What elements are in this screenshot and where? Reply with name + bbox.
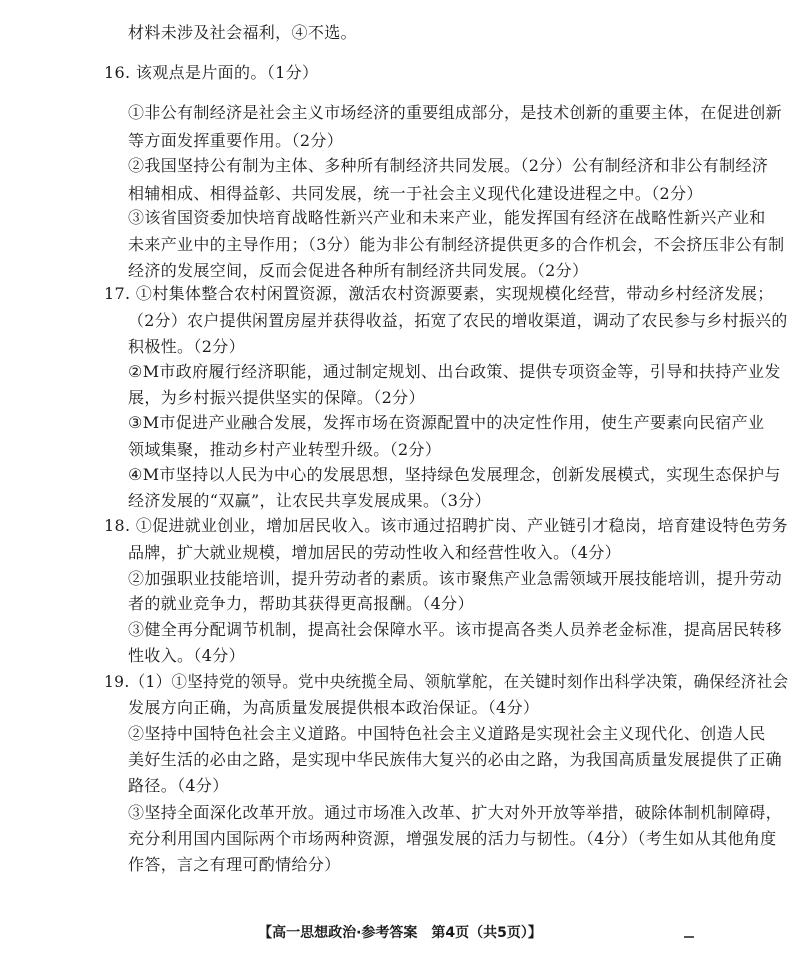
text-line: （2分）农户提供闲置房屋并获得收益，拓宽了农民的增收渠道，调动了农民参与乡村振兴的 — [128, 311, 788, 330]
text-line: 积极性。（2分） — [128, 337, 245, 356]
question-19-heading: 19.（1）①坚持党的领导。党中央统揽全局、领航掌舵，在关键时刻作出科学决策，确保经济社会 — [104, 672, 789, 691]
question-16-heading: 16. 该观点是片面的。（1分） — [104, 63, 319, 82]
scan-mark — [684, 936, 694, 938]
text-line: 品牌，扩大就业规模，增加居民的劳动性收入和经营性收入。（4分） — [128, 543, 622, 562]
text-line: 相辅相成、相得益彰、共同发展，统一于社会主义现代化建设进程之中。（2分） — [128, 184, 703, 203]
text-line: 充分利用国内国际两个市场两种资源，增强发展的活力与韧性。（4分）（考生如从其他角度 — [128, 829, 777, 848]
text-line: ③M市促进产业融合发展，发挥市场在资源配置中的决定性作用，使生产要素向民宿产业 — [128, 413, 765, 432]
page-footer: 【高一思想政治·参考答案 第4页（共5页）】 — [258, 925, 542, 941]
text-line: 展，为乡村振兴提供坚实的保障。（2分） — [128, 388, 425, 407]
question-17-heading: 17. ①村集体整合农村闲置资源，激活农村资源要素，实现规模化经营，带动乡村经济发展； — [104, 284, 774, 303]
question-18-heading: 18. ①促进就业创业，增加居民收入。该市通过招聘扩岗、产业链引才稳岗，培育建设特色劳务 — [104, 516, 788, 535]
text-line: 经济的发展空间，反而会促进各种所有制经济共同发展。（2分） — [128, 261, 589, 280]
text-line: 领域集聚，推动乡村产业转型升级。（2分） — [128, 440, 442, 459]
text-line: 未来产业中的主导作用；（3分）能为非公有制经济提供更多的合作机会，不会挤压非公有制 — [128, 235, 785, 254]
text-line: ①非公有制经济是社会主义市场经济的重要组成部分，是技术创新的重要主体，在促进创新 — [128, 103, 783, 122]
text-line: ②M市政府履行经济职能，通过制定规划、出台政策、提供专项资金等，引导和扶持产业发 — [128, 362, 781, 381]
text-line: 者的就业竞争力，帮助其获得更高报酬。（4分） — [128, 594, 474, 613]
text-line: 作答，言之有理可酌情给分） — [128, 855, 341, 874]
text-line: ④M市坚持以人民为中心的发展思想，坚持绿色发展理念，创新发展模式，实现生态保护与 — [128, 465, 781, 484]
text-line: 等方面发挥重要作用。（2分） — [128, 131, 344, 150]
text-line: ③健全再分配调节机制，提高社会保障水平。该市提高各类人员养老金标准，提高居民转移 — [128, 620, 783, 639]
text-line: 经济发展的“双赢”，让农民共享发展成果。（3分） — [128, 491, 491, 510]
text-line: ③该省国资委加快培育战略性新兴产业和未来产业，能发挥国有经济在战略性新兴产业和 — [128, 208, 766, 227]
text-line: ②我国坚持公有制为主体、多种所有制经济共同发展。（2分）公有制经济和非公有制经济 — [128, 156, 769, 175]
text-line: 路径。（4分） — [128, 776, 229, 795]
text-line: ②加强职业技能培训，提升劳动者的素质。该市聚焦产业急需领域开展技能培训，提升劳动 — [128, 569, 783, 588]
text-line: 美好生活的必由之路，是实现中华民族伟大复兴的必由之路，为我国高质量发展提供了正确 — [128, 750, 783, 769]
text-line: ③坚持全面深化改革开放。通过市场准入改革、扩大对外开放等举措，破除体制机制障碍， — [128, 803, 783, 822]
text-line: 性收入。（4分） — [128, 646, 245, 665]
text-line: 材料未涉及社会福利，④不选。 — [128, 23, 357, 42]
text-line: ②坚持中国特色社会主义道路。中国特色社会主义道路是实现社会主义现代化、创造人民 — [128, 724, 766, 743]
text-line: 发展方向正确，为高质量发展提供根本政治保证。（4分） — [128, 698, 540, 717]
